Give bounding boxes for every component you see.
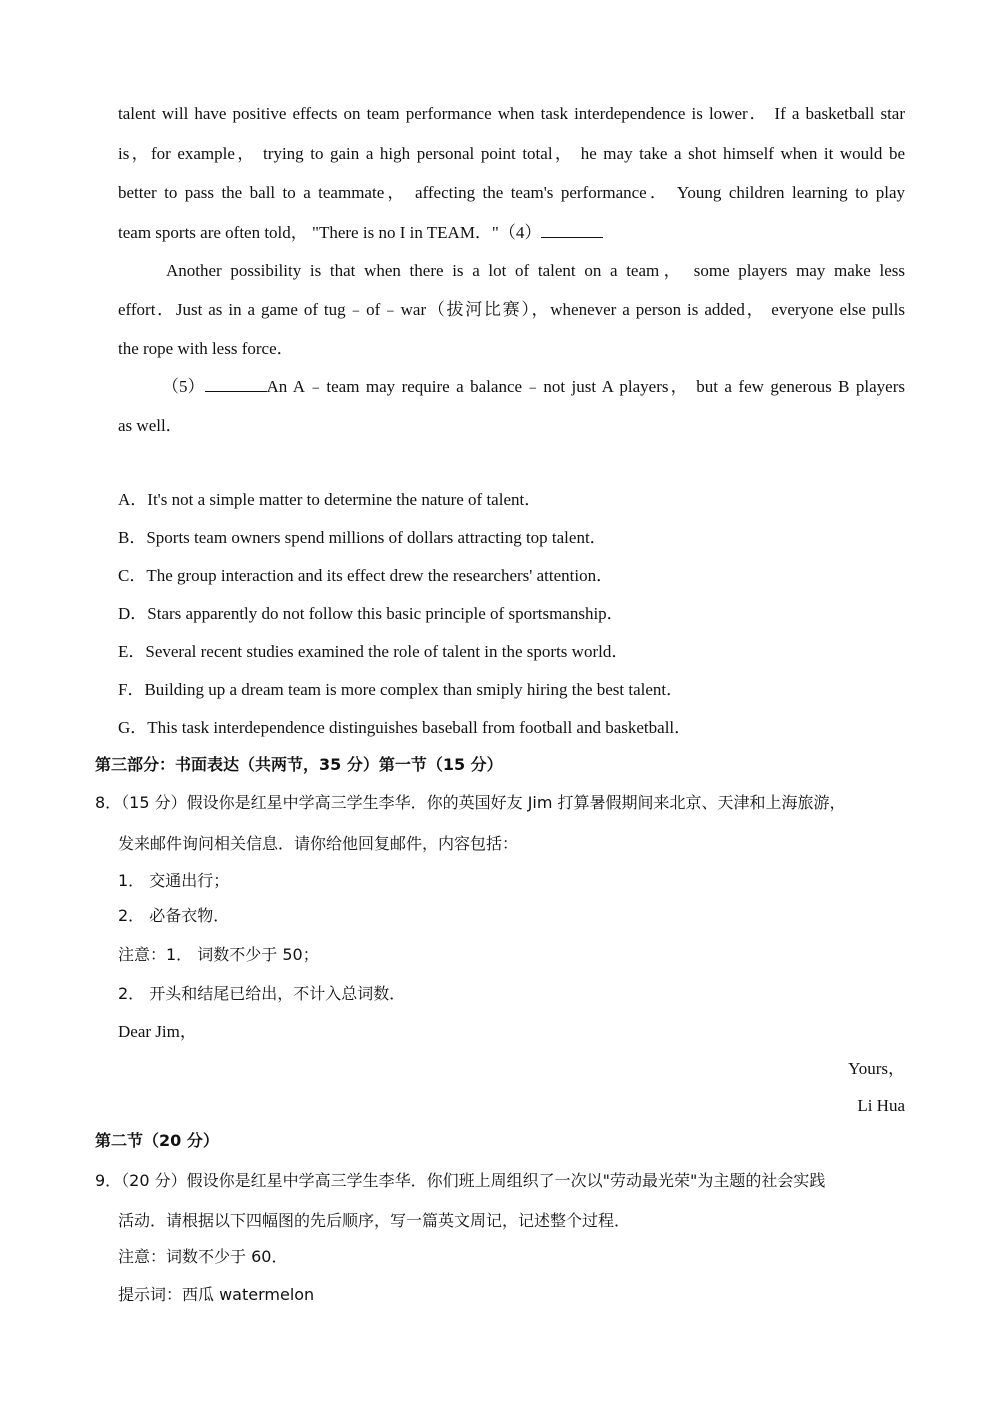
passage-line-blank-5 bbox=[162, 376, 905, 398]
answer-blank-4[interactable] bbox=[541, 223, 603, 238]
passage-line: the rope with less force． bbox=[118, 339, 294, 358]
option-d: D．Stars apparently do not follow this basic principle of sportsmanship． bbox=[118, 604, 624, 623]
section2-heading: 第二节（20 分） bbox=[95, 1131, 219, 1150]
letter-closing: Yours， bbox=[848, 1059, 905, 1078]
q8-note-1: 注意：1． 词数不少于 50； bbox=[118, 945, 319, 964]
q9-hint: 提示词：西瓜 watermelon bbox=[118, 1285, 315, 1304]
option-a: A．It's not a simple matter to determine the nature of talent． bbox=[118, 490, 542, 509]
q8-prompt: 8．（15 分）假设你是红星中学高三学生李华．你的英国好友 Jim 打算暑假期间来北京、天津和上海旅游， bbox=[95, 793, 846, 812]
passage-text: An A﹣team may require a balance﹣not just A players， but a few generous B players bbox=[266, 377, 905, 396]
option-f: F．Building up a dream team is more complex than smiply hiring the best talent． bbox=[118, 680, 684, 699]
passage-text: team sports are often told， "There is no I in TEAM．"（4） bbox=[118, 223, 542, 242]
passage-line: as well． bbox=[118, 416, 183, 435]
q9-note: 注意：词数不少于 60． bbox=[118, 1247, 288, 1266]
option-e: E．Several recent studies examined the role of talent in the sports world． bbox=[118, 642, 629, 661]
q8-prompt: 发来邮件询问相关信息．请你给他回复邮件，内容包括： bbox=[118, 834, 519, 853]
option-b: B．Sports team owners spend millions of dollars attracting top talent． bbox=[118, 528, 607, 547]
option-c: C．The group interaction and its effect drew the researchers' attention． bbox=[118, 566, 614, 585]
q9-prompt: 活动．请根据以下四幅图的先后顺序，写一篇英文周记，记述整个过程． bbox=[118, 1211, 631, 1230]
passage-line: talent will have positive effects on team performance when task interdependence is lower． If a basketball star bbox=[118, 104, 905, 123]
passage-line-blank-4 bbox=[118, 222, 905, 244]
q8-item-2: 2． 必备衣物． bbox=[118, 906, 230, 925]
letter-signature: Li Hua bbox=[857, 1096, 905, 1115]
passage-line: is，for example， trying to gain a high personal point total， he may take a shot himself when it would be bbox=[118, 144, 905, 163]
part3-heading: 第三部分：书面表达（共两节，35 分）第一节（15 分） bbox=[95, 755, 503, 774]
passage-line: better to pass the ball to a teammate， affecting the team's performance． Young children learning to play bbox=[118, 183, 905, 202]
letter-greeting: Dear Jim， bbox=[118, 1022, 197, 1041]
blank-number: （5） bbox=[162, 377, 205, 396]
passage-line: Another possibility is that when there is a lot of talent on a team， some players may make less bbox=[166, 261, 905, 280]
option-g: G．This task interdependence distinguishes baseball from football and basketball． bbox=[118, 718, 692, 737]
answer-blank-5[interactable] bbox=[205, 377, 267, 392]
passage-line: effort．Just as in a game of tug﹣of﹣war（拔河比赛），whenever a person is added， everyone else pulls bbox=[118, 300, 905, 319]
q9-prompt: 9．（20 分）假设你是红星中学高三学生李华．你们班上周组织了一次以"劳动最光荣"为主题的社会实践 bbox=[95, 1171, 826, 1190]
q8-item-1: 1． 交通出行； bbox=[118, 871, 230, 890]
q8-note-2: 2． 开头和结尾已给出，不计入总词数． bbox=[118, 984, 406, 1003]
